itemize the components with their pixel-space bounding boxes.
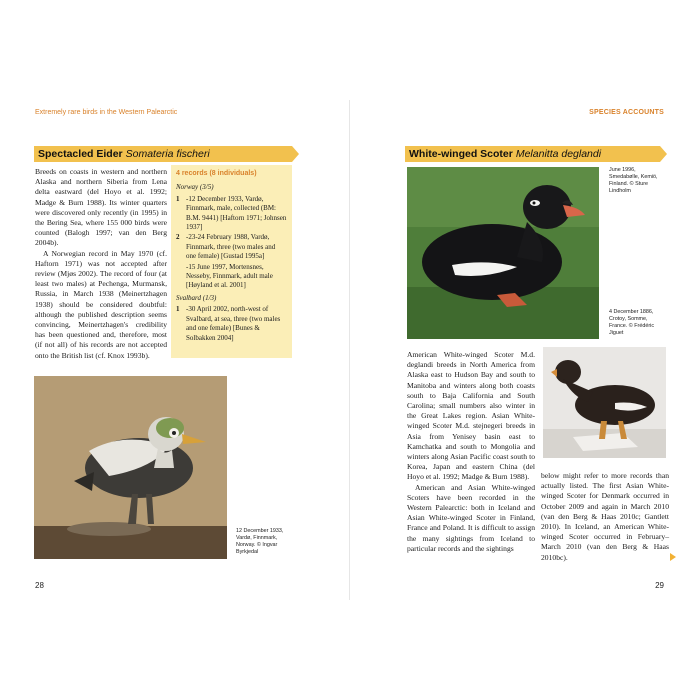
- record-entry: [176, 263, 287, 291]
- records-heading: 4 records (8 individuals): [176, 170, 257, 177]
- next-page-arrow-icon: [670, 553, 676, 561]
- record-number: 1: [176, 194, 180, 203]
- right-running-head: SPECIES ACCOUNTS: [589, 109, 664, 116]
- region-label: Svalbard (1/3): [176, 293, 217, 302]
- photo-caption: 12 December 1933, Vardø, Finnmark, Norway. © Ingvar Byrkjedal: [236, 528, 284, 555]
- species-title: Spectacled Eider: [38, 148, 123, 160]
- white-winged-scoter-text-col1: [407, 350, 535, 554]
- photo-caption: 4 December 1886, Crotoy, Somme, France. © Frédéric Jiguet: [609, 309, 655, 336]
- record-entry: [176, 305, 287, 343]
- record-entry: [176, 195, 287, 233]
- record-entry: [176, 233, 287, 261]
- book-gutter: [349, 100, 350, 600]
- page-number: 28: [35, 581, 44, 590]
- record-number: [176, 263, 182, 291]
- record-text: -23-24 February 1988, Vardø, Finnmark, three (two males and one female) [Gustad 1995a]: [186, 233, 276, 261]
- paragraph: American and Asian White-winged Scoters have been recorded in the Western Palearctic: both in Iceland and Asian White-winged Scoter in Finland, France and Poland. It is difficult to assign the many sightings from Iceland to particular records and the sightings: [407, 482, 535, 553]
- record-text: -30 April 2002, north-west of Svalbard, at sea, three (two males and one female) [Bunes & Solbakken 2004]: [186, 305, 281, 342]
- page-number: 29: [655, 581, 664, 590]
- species-scientific-name: Melanitta deglandi: [515, 148, 602, 160]
- species-scientific-name: Somateria fischeri: [125, 148, 210, 160]
- record-text: -15 June 1997, Mortensnes, Nesseby, Finnmark, adult male [Høyland et al. 2001]: [186, 262, 273, 290]
- species-title-bar-white-winged-scoter: [405, 146, 660, 162]
- white-winged-scoter-text-col2: [541, 471, 669, 563]
- paragraph: below might refer to more records than actually listed. The first Asian White-winged Scoter for Denmark occurred in October 2009 and again in March 2010 (van den Berg & Haas 2010c; Gantlett 2010). In Iceland, an American White-winged Scoter occurred in February–March 2010 (van den Berg & Haas 2010bc).: [541, 471, 669, 562]
- white-winged-scoter-photo-2: [543, 347, 666, 458]
- spectacled-eider-text: [35, 167, 167, 361]
- record-number: 2: [176, 233, 180, 242]
- spectacled-eider-photo: [34, 376, 227, 559]
- paragraph: American White-winged Scoter M.d. deglandi breeds in North America from Alaska east to Hudson Bay and south to Manitoba and winters along both coasts south to Baja California and South Carolina; small numbers also winter in the Great Lakes region. Asian White-winged Scoter M.d. stejnegeri breeds in Asia from Yenisey basin east to Kamchatka and south to Mongolia and winters along Asian Pacific coast south to Korea, Japan and eastern China (del Hoyo et al. 1992; Madge & Burn 1988).: [407, 350, 535, 482]
- record-text: -12 December 1933, Vardø, Finnmark, male, collected (BM: B.M. 9441) [Haftorn 1971; Johnsen 1937]: [186, 194, 287, 232]
- paragraph: A Norwegian record in May 1970 (cf. Haftorn 1971) was not accepted after review (Mjøs 2002). The record of four (at least two males) at Pechenga, Murmansk, Russia, in March 1938 (Meinertzhagen 1938) should be considered doubtful: although the published description seems convincing, Meinertzhagen's credibility has been questioned and, therefore, most (if not all) of his records are not accepted onto the British list (cf. Knox 1993b).: [35, 248, 167, 360]
- photo-caption: June 1996, Smedabølle, Kemiö, Finland. © Sture Lindholm: [609, 167, 658, 194]
- species-title: White-winged Scoter: [409, 148, 513, 160]
- region-label: Norway (3/5): [176, 183, 214, 192]
- record-number: 1: [176, 305, 180, 314]
- left-running-head: Extremely rare birds in the Western Palearctic: [35, 109, 178, 116]
- paragraph: Breeds on coasts in western and northern Alaska and northern Siberia from Lena delta eastward (del Hoyo et al. 1992; Madge & Burn 1988). Its winter quarters were discovered only recently (in 1995) in the Bering Sea, where 155 000 birds were counted (Balogh 1997; van den Berg 2004b).: [35, 167, 167, 248]
- records-box: [171, 165, 292, 358]
- species-title-bar-spectacled-eider: [34, 146, 292, 162]
- white-winged-scoter-photo-1: [407, 167, 599, 339]
